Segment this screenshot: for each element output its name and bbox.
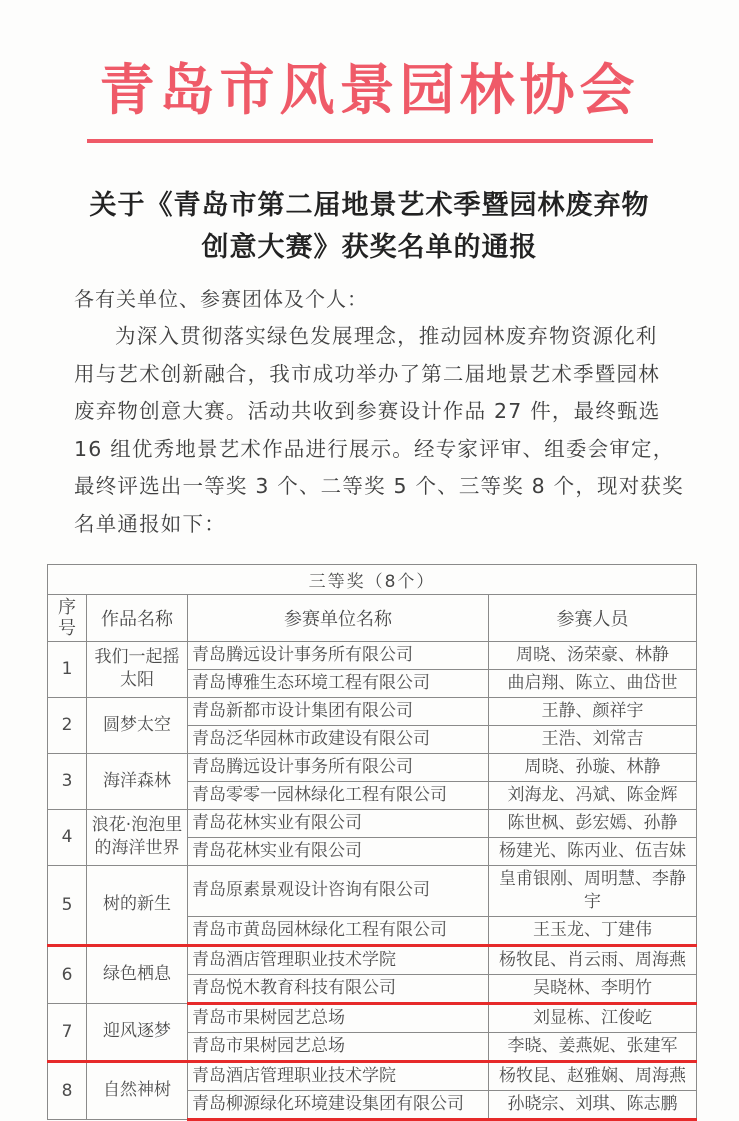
unit-cell: 青岛市果树园艺总场 bbox=[188, 1003, 489, 1032]
persons-cell: 孙晓宗、刘琪、陈志鹏 bbox=[489, 1090, 697, 1119]
persons-cell: 王浩、刘常吉 bbox=[489, 725, 697, 753]
unit-cell: 青岛市黄岛园林绿化工程有限公司 bbox=[188, 916, 489, 945]
work-name-cell: 海洋森林 bbox=[87, 753, 188, 809]
work-name-cell: 自然神树 bbox=[87, 1061, 188, 1119]
seq-cell: 4 bbox=[48, 809, 87, 865]
persons-cell: 王静、颜祥宇 bbox=[489, 697, 697, 725]
table-row bbox=[48, 945, 697, 974]
unit-cell: 青岛酒店管理职业技术学院 bbox=[188, 1061, 489, 1090]
work-name-cell: 圆梦太空 bbox=[87, 697, 188, 753]
unit-cell: 青岛泛华园林市政建设有限公司 bbox=[188, 725, 489, 753]
document-title-line2: 创意大赛》获奖名单的通报 bbox=[201, 232, 538, 263]
paragraph-line: 废弃物创意大赛。活动共收到参赛设计作品 27 件，最终甄选 bbox=[74, 399, 661, 424]
unit-cell: 青岛腾远设计事务所有限公司 bbox=[188, 753, 489, 781]
unit-cell: 青岛柳源绿化环境建设集团有限公司 bbox=[188, 1090, 489, 1119]
persons-cell: 刘显栋、江俊屹 bbox=[489, 1003, 697, 1032]
table-header-row bbox=[48, 594, 697, 641]
column-header-seq: 序号 bbox=[48, 594, 87, 641]
persons-cell: 王玉龙、丁建伟 bbox=[489, 916, 697, 945]
persons-cell: 陈世枫、彭宏嫣、孙静 bbox=[489, 809, 697, 837]
unit-cell: 青岛博雅生态环境工程有限公司 bbox=[188, 669, 489, 697]
unit-cell: 青岛原素景观设计咨询有限公司 bbox=[188, 865, 489, 916]
section-title: 三等奖（8个） bbox=[48, 564, 697, 594]
table-row bbox=[48, 865, 697, 916]
unit-cell: 青岛腾远设计事务所有限公司 bbox=[188, 641, 489, 669]
work-name-cell: 浪花·泡泡里的海洋世界 bbox=[87, 809, 188, 865]
seq-cell: 3 bbox=[48, 753, 87, 809]
work-name-cell: 我们一起摇太阳 bbox=[87, 641, 188, 697]
unit-cell: 青岛零零一园林绿化工程有限公司 bbox=[188, 781, 489, 809]
work-name-cell: 树的新生 bbox=[87, 865, 188, 945]
letterhead-divider bbox=[87, 139, 653, 143]
document-title-line1: 关于《青岛市第二届地景艺术季暨园林废弃物 bbox=[89, 190, 650, 221]
persons-cell: 杨建光、陈丙业、伍吉妹 bbox=[489, 837, 697, 865]
table-row bbox=[48, 753, 697, 781]
unit-cell: 青岛悦木教育科技有限公司 bbox=[188, 974, 489, 1003]
persons-cell: 李晓、姜燕妮、张建军 bbox=[489, 1032, 697, 1061]
unit-cell: 青岛酒店管理职业技术学院 bbox=[188, 945, 489, 974]
seq-cell: 2 bbox=[48, 697, 87, 753]
document-title bbox=[0, 185, 739, 269]
seq-cell: 1 bbox=[48, 641, 87, 697]
persons-cell: 周晓、汤荣豪、林静 bbox=[489, 641, 697, 669]
persons-cell: 皇甫银刚、周明慧、李静宇 bbox=[489, 865, 697, 916]
table-row bbox=[48, 809, 697, 837]
seq-cell: 8 bbox=[48, 1061, 87, 1119]
paragraph-line: 最终评选出一等奖 3 个、二等奖 5 个、三等奖 8 个，现对获奖 bbox=[74, 474, 684, 499]
column-header-work: 作品名称 bbox=[87, 594, 188, 641]
persons-cell: 杨牧昆、赵雅娴、周海燕 bbox=[489, 1061, 697, 1090]
salutation: 各有关单位、参赛团体及个人： bbox=[74, 287, 368, 311]
paragraph-line: 用与艺术创新融合，我市成功举办了第二届地景艺术季暨园林 bbox=[74, 361, 660, 386]
letterhead-org-name: 青岛市风景园林协会 bbox=[99, 57, 640, 122]
seq-cell: 5 bbox=[48, 865, 87, 945]
work-name-cell: 绿色栖息 bbox=[87, 945, 188, 1003]
paragraph-line: 名单通报如下： bbox=[74, 511, 226, 536]
persons-cell: 杨牧昆、肖云雨、周海燕 bbox=[489, 945, 697, 974]
paragraph-line: 16 组优秀地景艺术作品进行展示。经专家评审、组委会审定， bbox=[74, 436, 675, 461]
paragraph-line: 为深入贯彻落实绿色发展理念，推动园林废弃物资源化利 bbox=[115, 324, 658, 348]
column-header-unit: 参赛单位名称 bbox=[188, 594, 489, 641]
unit-cell: 青岛新都市设计集团有限公司 bbox=[188, 697, 489, 725]
body-paragraph bbox=[74, 318, 695, 544]
unit-cell: 青岛市果树园艺总场 bbox=[188, 1032, 489, 1061]
column-header-persons: 参赛人员 bbox=[489, 594, 697, 641]
table-row bbox=[48, 1003, 697, 1032]
seq-cell: 6 bbox=[48, 945, 87, 1003]
awards-table-wrap bbox=[47, 564, 696, 1121]
persons-cell: 刘海龙、冯斌、陈金辉 bbox=[489, 781, 697, 809]
awards-table-body bbox=[48, 641, 697, 1119]
table-row bbox=[48, 641, 697, 669]
awards-table bbox=[47, 564, 697, 1121]
persons-cell: 曲启翔、陈立、曲岱世 bbox=[489, 669, 697, 697]
unit-cell: 青岛花林实业有限公司 bbox=[188, 809, 489, 837]
work-name-cell: 迎风逐梦 bbox=[87, 1003, 188, 1061]
persons-cell: 周晓、孙璇、林静 bbox=[489, 753, 697, 781]
table-row bbox=[48, 1061, 697, 1090]
section-title-row bbox=[48, 564, 697, 594]
seq-cell: 7 bbox=[48, 1003, 87, 1061]
persons-cell: 吴晓林、李明竹 bbox=[489, 974, 697, 1003]
table-row bbox=[48, 697, 697, 725]
unit-cell: 青岛花林实业有限公司 bbox=[188, 837, 489, 865]
